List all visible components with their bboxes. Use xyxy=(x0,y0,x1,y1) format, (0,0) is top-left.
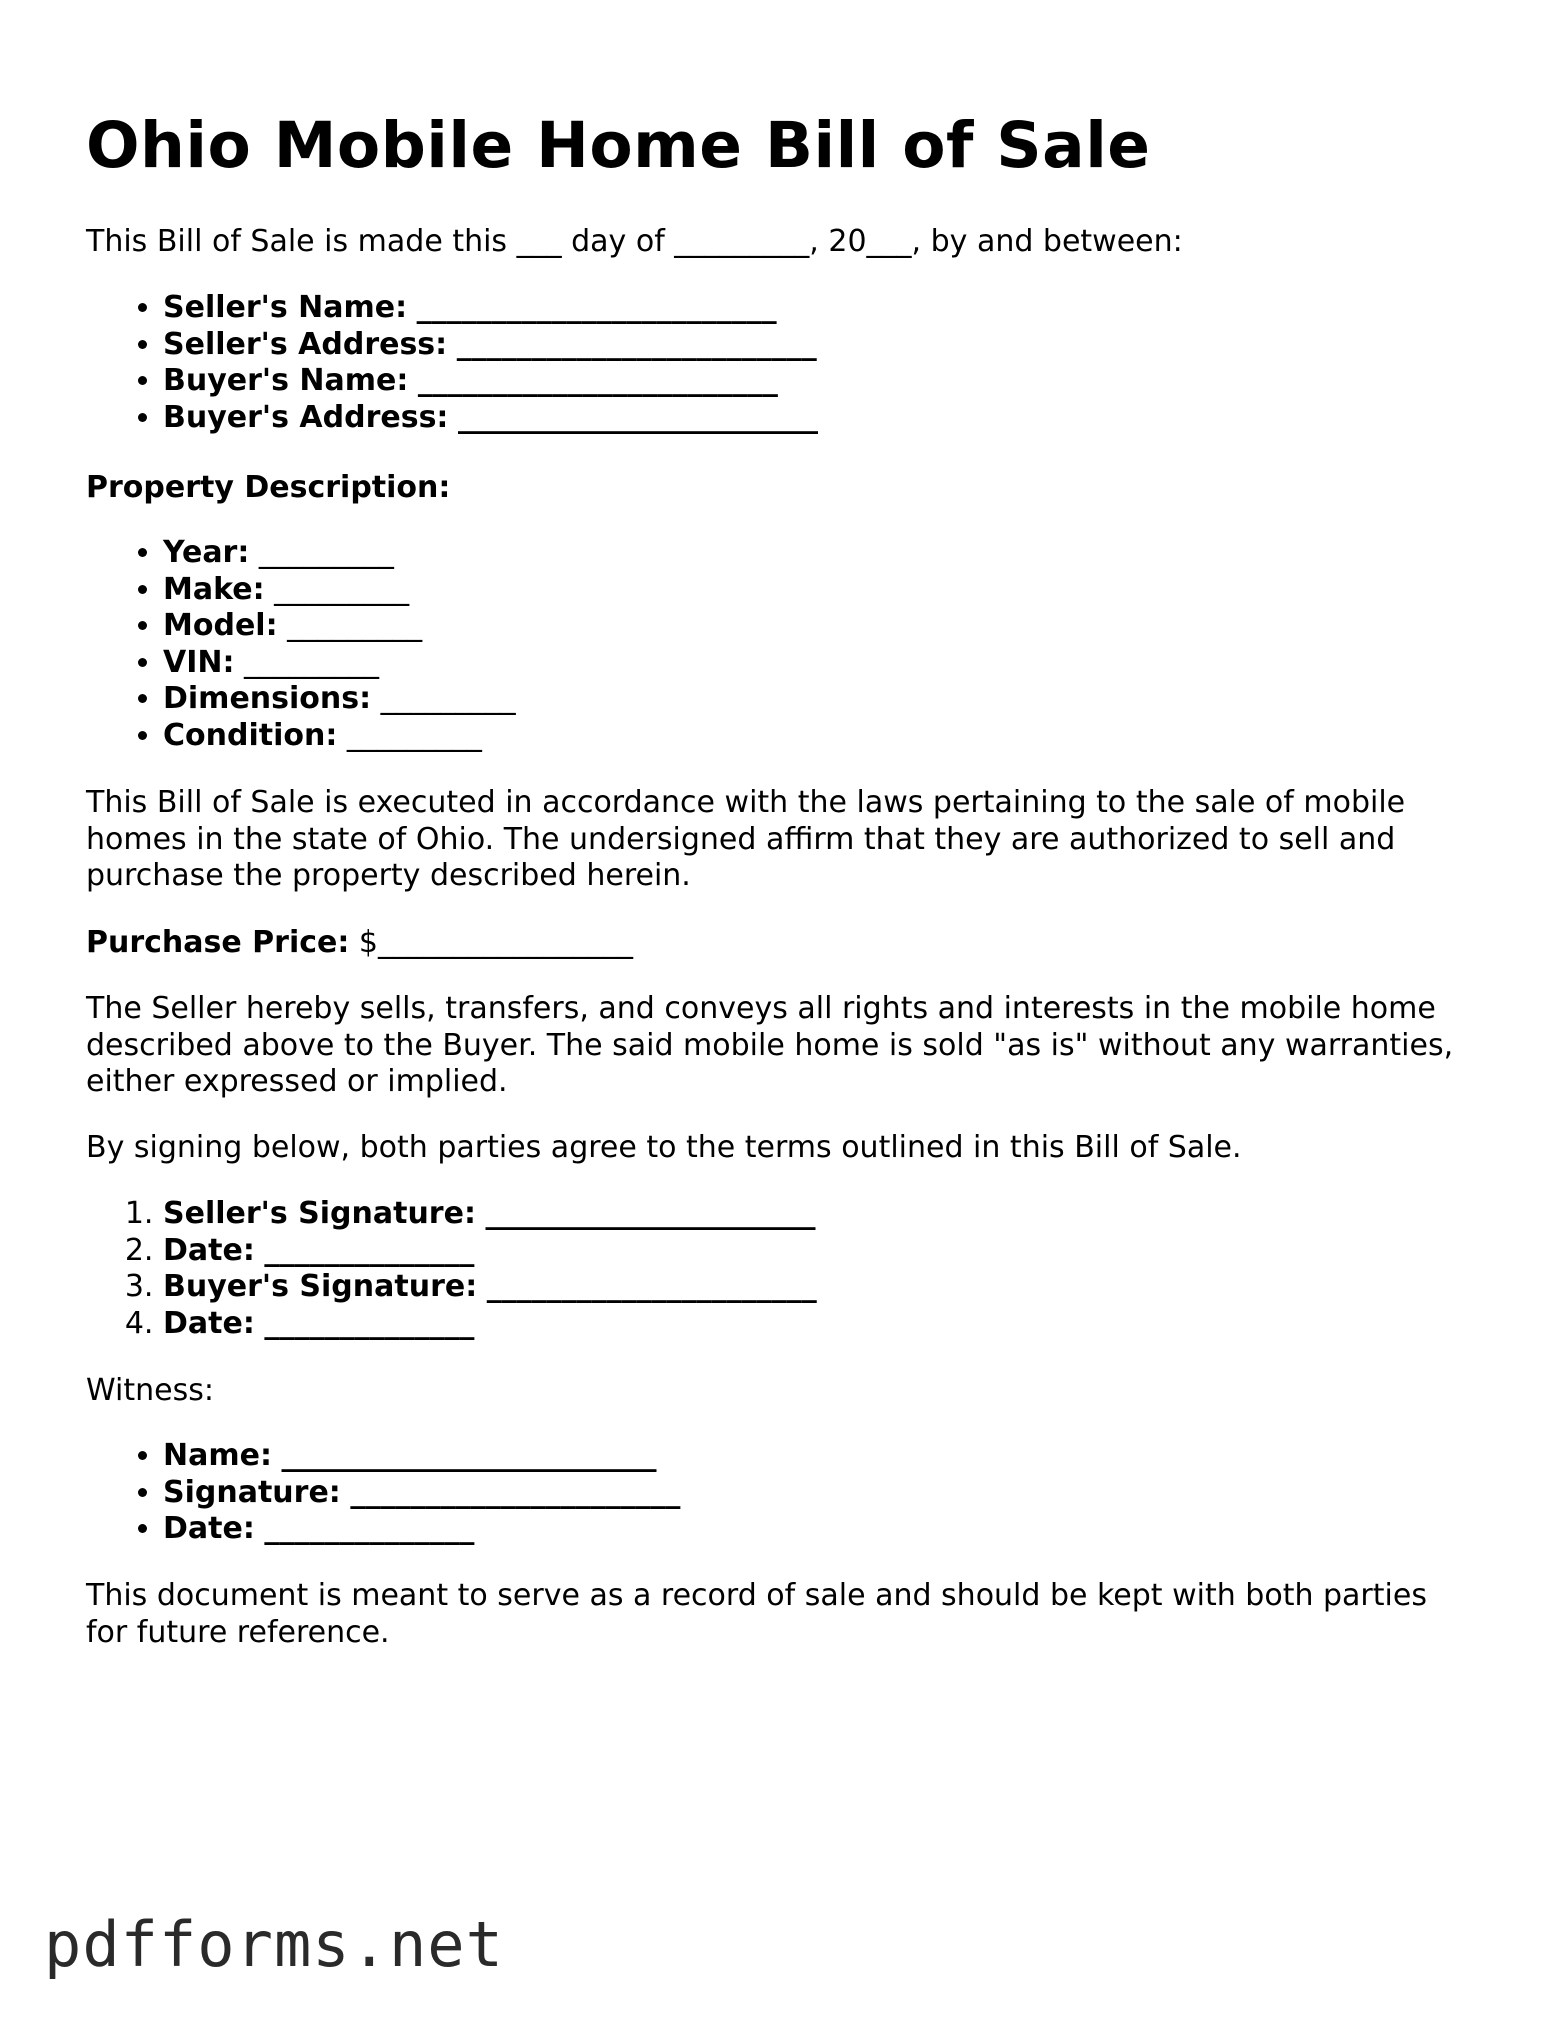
paragraph-line: This document is meant to serve as a record of sale and should be kept with both parties xyxy=(86,1578,1427,1613)
list-item xyxy=(163,1306,817,1343)
list-item xyxy=(163,608,516,645)
list-item xyxy=(163,1438,680,1475)
list-item xyxy=(163,327,818,364)
field-label: VIN: xyxy=(163,644,235,680)
list-item xyxy=(163,681,516,718)
blank-line: ______________ xyxy=(264,1511,475,1546)
blank-line: ________________________ xyxy=(456,326,817,362)
list-item xyxy=(163,645,516,682)
list-item xyxy=(163,363,818,400)
field-label: Date: xyxy=(163,1232,255,1268)
witness-label: Witness: xyxy=(86,1373,214,1408)
field-label: Seller's Signature: xyxy=(163,1196,476,1231)
property-heading: Property Description: xyxy=(86,470,451,505)
field-label: Year: xyxy=(163,535,250,570)
list-item xyxy=(163,572,516,609)
field-label: Signature: xyxy=(163,1474,341,1510)
property-list xyxy=(86,535,516,754)
paragraph-line: either expressed or implied. xyxy=(86,1064,508,1099)
purchase-price xyxy=(86,925,633,962)
field-label: Buyer's Name: xyxy=(163,363,409,398)
paragraph-line: The Seller hereby sells, transfers, and conveys all rights and interests in the mobile home xyxy=(86,991,1436,1026)
field-label: Condition: xyxy=(163,717,338,753)
list-item xyxy=(163,290,818,327)
signatures-list xyxy=(86,1196,817,1342)
agreement-line: By signing below, both parties agree to the terms outlined in this Bill of Sale. xyxy=(86,1130,1242,1165)
blank-line: _________ xyxy=(287,608,423,643)
paragraph-line: purchase the property described herein. xyxy=(86,858,691,893)
field-label: Date: xyxy=(163,1511,255,1546)
blank-line: _________ xyxy=(258,535,394,570)
blank-line: _________ xyxy=(244,644,380,680)
list-item xyxy=(163,1511,680,1548)
list-item xyxy=(163,400,818,437)
price-label: Purchase Price: xyxy=(86,925,350,960)
blank-line: ______________ xyxy=(264,1232,475,1268)
field-label: Dimensions: xyxy=(163,681,372,716)
transfer-paragraph xyxy=(86,991,1453,1101)
blank-line: _________ xyxy=(380,681,516,716)
blank-line: ______________________ xyxy=(486,1269,817,1304)
parties-list xyxy=(86,290,818,436)
list-item xyxy=(163,718,516,755)
field-label: Buyer's Address: xyxy=(163,399,449,435)
closing-paragraph xyxy=(86,1578,1427,1651)
paragraph-line: homes in the state of Ohio. The undersigned affirm that they are authorized to sell and xyxy=(86,821,1396,857)
field-label: Seller's Address: xyxy=(163,326,448,362)
blank-line: _________ xyxy=(346,717,482,753)
blank-line: _________ xyxy=(274,571,410,607)
paragraph-line: for future reference. xyxy=(86,1614,390,1650)
blank-line: ________________________ xyxy=(416,290,777,325)
blank-line: ______________ xyxy=(264,1305,475,1341)
watermark-logo: pdfforms.net xyxy=(44,1908,504,1981)
field-label: Model: xyxy=(163,608,278,643)
list-item xyxy=(163,1269,817,1306)
legal-paragraph xyxy=(86,785,1405,895)
list-item xyxy=(163,1233,817,1270)
field-label: Make: xyxy=(163,571,265,607)
intro-line: This Bill of Sale is made this ___ day of _________, 20___, by and between: xyxy=(86,224,1183,259)
field-label: Name: xyxy=(163,1438,272,1473)
paragraph-line: This Bill of Sale is executed in accordance with the laws pertaining to the sale of mobile xyxy=(86,785,1406,820)
paragraph-line: described above to the Buyer. The said mobile home is sold "as is" without any warranties, xyxy=(86,1027,1454,1063)
blank-line: ________________________ xyxy=(457,399,818,435)
witness-list xyxy=(86,1438,680,1548)
price-blank: $_________________ xyxy=(358,925,634,960)
blank-line: ______________________ xyxy=(485,1196,816,1231)
field-label: Date: xyxy=(163,1305,255,1341)
blank-line: ______________________ xyxy=(350,1474,681,1510)
list-item xyxy=(163,535,516,572)
field-label: Buyer's Signature: xyxy=(163,1269,478,1304)
field-label: Seller's Name: xyxy=(163,290,408,325)
blank-line: _________________________ xyxy=(281,1438,657,1473)
list-item xyxy=(163,1196,817,1233)
blank-line: ________________________ xyxy=(417,363,778,398)
list-item xyxy=(163,1475,680,1512)
document-title: Ohio Mobile Home Bill of Sale xyxy=(86,109,1151,182)
